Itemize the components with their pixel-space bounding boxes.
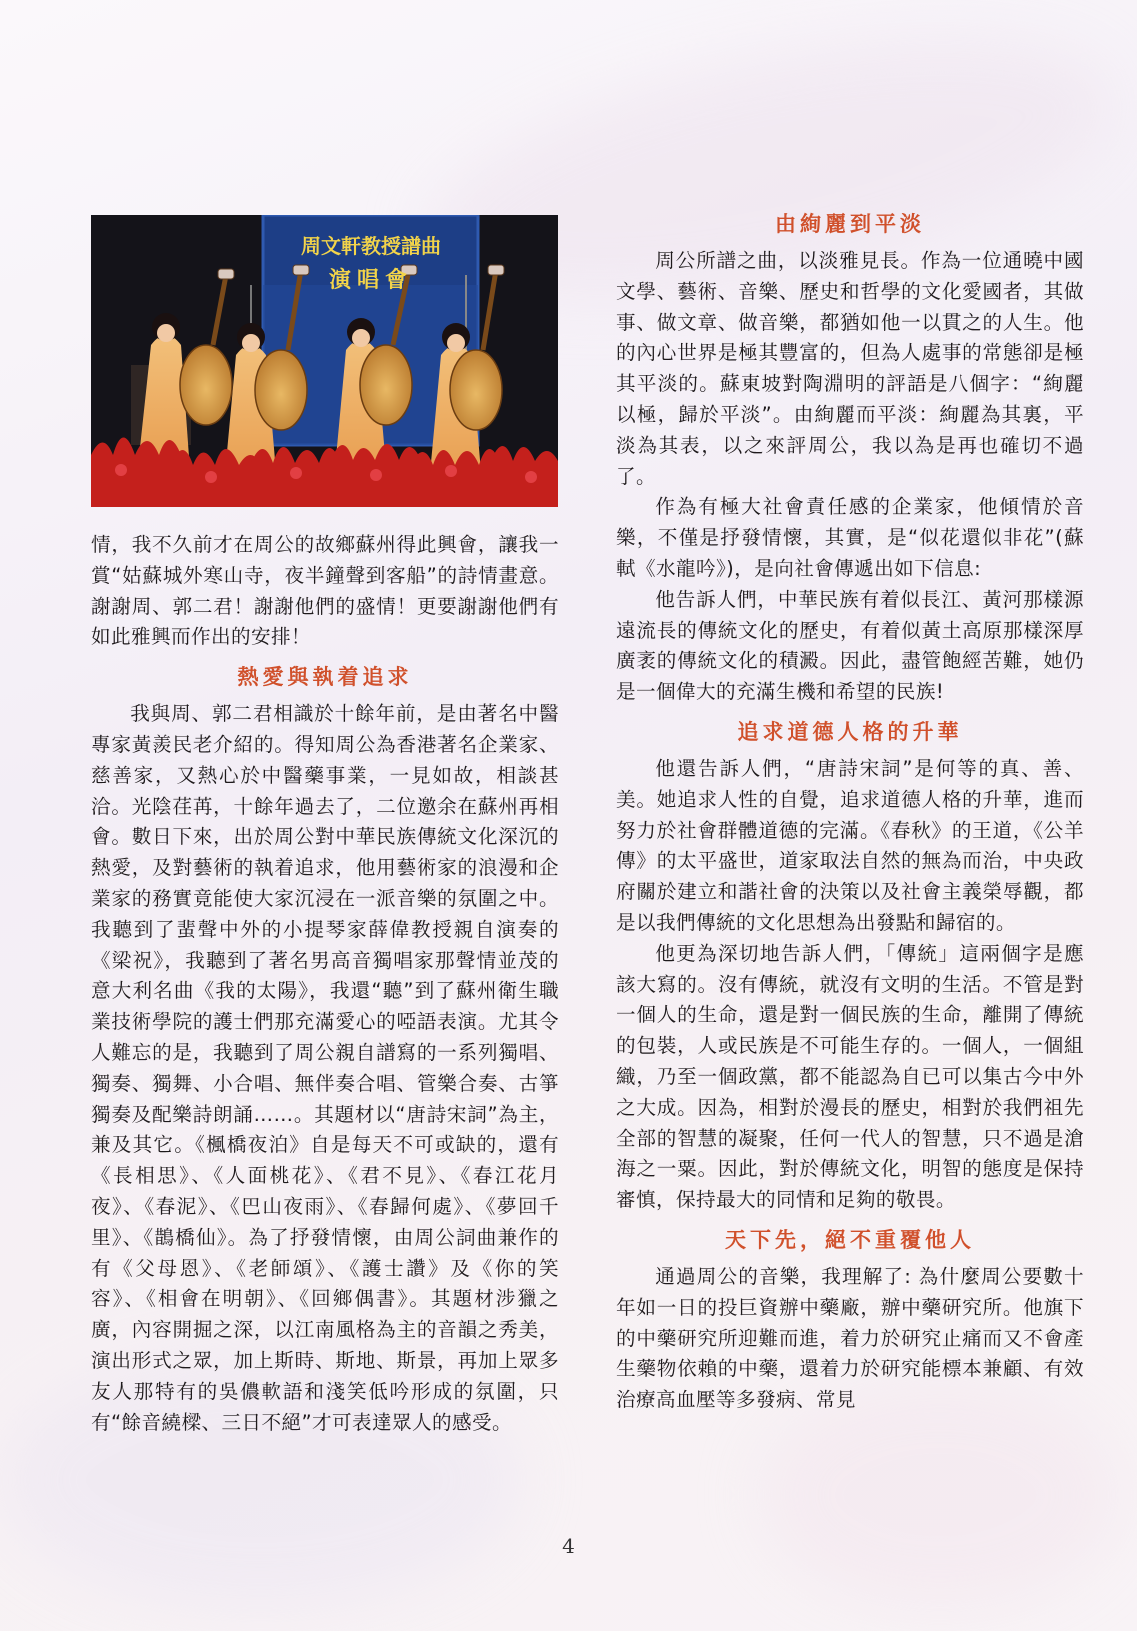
right-paragraph-5: 他更為深切地告訴人們，「傳統」這兩個字是應該大寫的。沒有傳統，就沒有文明的生活。不管是對一個人的生命，還是對一個民族的生命，離開了傳統的包裝，人或民族是不可能生存的。一個人，一個組織，乃至一個政黨，都不能認為自已可以集古今中外之大成。因為，相對於漫長的歷史，相對於我們祖先全部的智慧的凝聚，任何一代人的智慧，只不過是滄海之一粟。因此，對於傳統文化，明智的態度是保持審慎，保持最大的同情和足夠的敬畏。 <box>616 941 1084 1212</box>
right-heading-1: 由絢麗到平淡 <box>775 211 925 236</box>
right-paragraph-2: 作為有極大社會責任感的企業家，他傾情於音樂，不僅是抒發情懷，其實，是“似花還似非花”(蘇軾《水龍吟》)，是向社會傳遞出如下信息: <box>616 495 1084 580</box>
banner-line-2: 演唱會 <box>328 267 414 293</box>
left-paragraph-1: 情，我不久前才在周公的故鄉蘇州得此興會，讓我一賞“姑蘇城外寒山寺，夜半鐘聲到客船”的詩情畫意。謝謝周、郭二君！謝謝他們的盛情！更要謝謝他們有如此雅興而作出的安排！ <box>91 533 559 649</box>
concert-photo-illustration <box>91 215 558 507</box>
page-number: 4 <box>562 1534 575 1558</box>
right-paragraph-6: 通過周公的音樂，我理解了: 為什麼周公要數十年如一日的投巨資辦中藥廠，辦中藥研究所。他旗下的中藥研究所迎難而進，着力於研究止痛而又不會產生藥物依賴的中藥，還着力於研究能標本兼顧、有效治療高血壓等多發病、常見 <box>616 1264 1084 1412</box>
left-heading-1: 熱愛與執着追求 <box>237 664 413 690</box>
right-paragraph-1: 周公所譜之曲，以淡雅見長。作為一位通曉中國文學、藝術、音樂、歷史和哲學的文化愛國者，其做事、做文章、做音樂，都猶如他一以貫之的人生。他的內心世界是極其豐富的，但為人處事的常態卻是極其平淡的。蘇東坡對陶淵明的評語是八個字：“絢麗以極，歸於平淡”。由絢麗而平淡：絢麗為其裏，平淡為其表，以之來評周公，我以為是再也確切不過了。 <box>616 249 1084 488</box>
concert-photo <box>91 215 558 507</box>
left-column <box>91 530 559 1438</box>
left-paragraph-2: 我與周、郭二君相識於十餘年前，是由著名中醫專家黃羨民老介紹的。得知周公為香港著名企業家、慈善家，又熱心於中醫藥事業，一見如故，相談甚洽。光陰荏苒，十餘年過去了，二位邀余在蘇州再相會。數日下來，出於周公對中華民族傳統文化深沉的熱愛，及對藝術的執着追求，他用藝術家的浪漫和企業家的務實竟能使大家沉浸在一派音樂的氛圍之中。我聽到了蜚聲中外的小提琴家薛偉教授親自演奏的《梁祝》，我聽到了著名男高音獨唱家那聲情並茂的意大利名曲《我的太陽》，我還“聽”到了蘇州衛生職業技術學院的護士們那充滿愛心的啞語表演。尤其令人難忘的是，我聽到了周公親自譜寫的一系列獨唱、獨奏、獨舞、小合唱、無伴奏合唱、管樂合奏、古箏獨奏及配樂詩朗誦……。其題材以“唐詩宋詞”為主，兼及其它。《楓橋夜泊》自是每天不可或缺的，還有《長相思》、《人面桃花》、《君不見》、《春江花月夜》、《春泥》、《巴山夜雨》、《春歸何處》、《夢回千里》、《鵲橋仙》。為了抒發情懷，由周公詞曲兼作的有《父母恩》、《老師頌》、《護士讚》及《你的笑容》、《相會在明朝》、《回鄉偶書》。其題材涉獵之廣，內容開掘之深，以江南風格為主的音韻之秀美，演出形式之眾，加上斯時、斯地、斯景，再加上眾多友人那特有的吳儂軟語和淺笑低吟形成的氛圍，只有“餘音繞樑、三日不絕”才可表達眾人的感受。 <box>91 702 559 1434</box>
right-heading-3: 天下先，絕不重覆他人 <box>725 1226 975 1252</box>
right-column <box>616 206 1084 1416</box>
right-paragraph-3: 他告訴人們，中華民族有着似長江、黃河那樣源遠流長的傳統文化的歷史，有着似黃土高原那樣深厚廣袤的傳統文化的積澱。因此，盡管飽經苦難，她仍是一個偉大的充滿生機和希望的民族! <box>616 587 1084 704</box>
right-paragraph-4: 他還告訴人們，“唐詩宋詞”是何等的真、善、美。她追求人性的自覺，追求道德人格的升華，進而努力於社會群體道德的完滿。《春秋》的王道，《公羊傳》的太平盛世，道家取法自然的無為而治，中央政府關於建立和諧社會的決策以及社會主義榮辱觀，都是以我們傳統的文化思想為出發點和歸宿的。 <box>616 756 1084 934</box>
right-heading-2: 追求道德人格的升華 <box>737 718 963 744</box>
banner-line-1: 周文軒教授譜曲 <box>301 234 441 258</box>
